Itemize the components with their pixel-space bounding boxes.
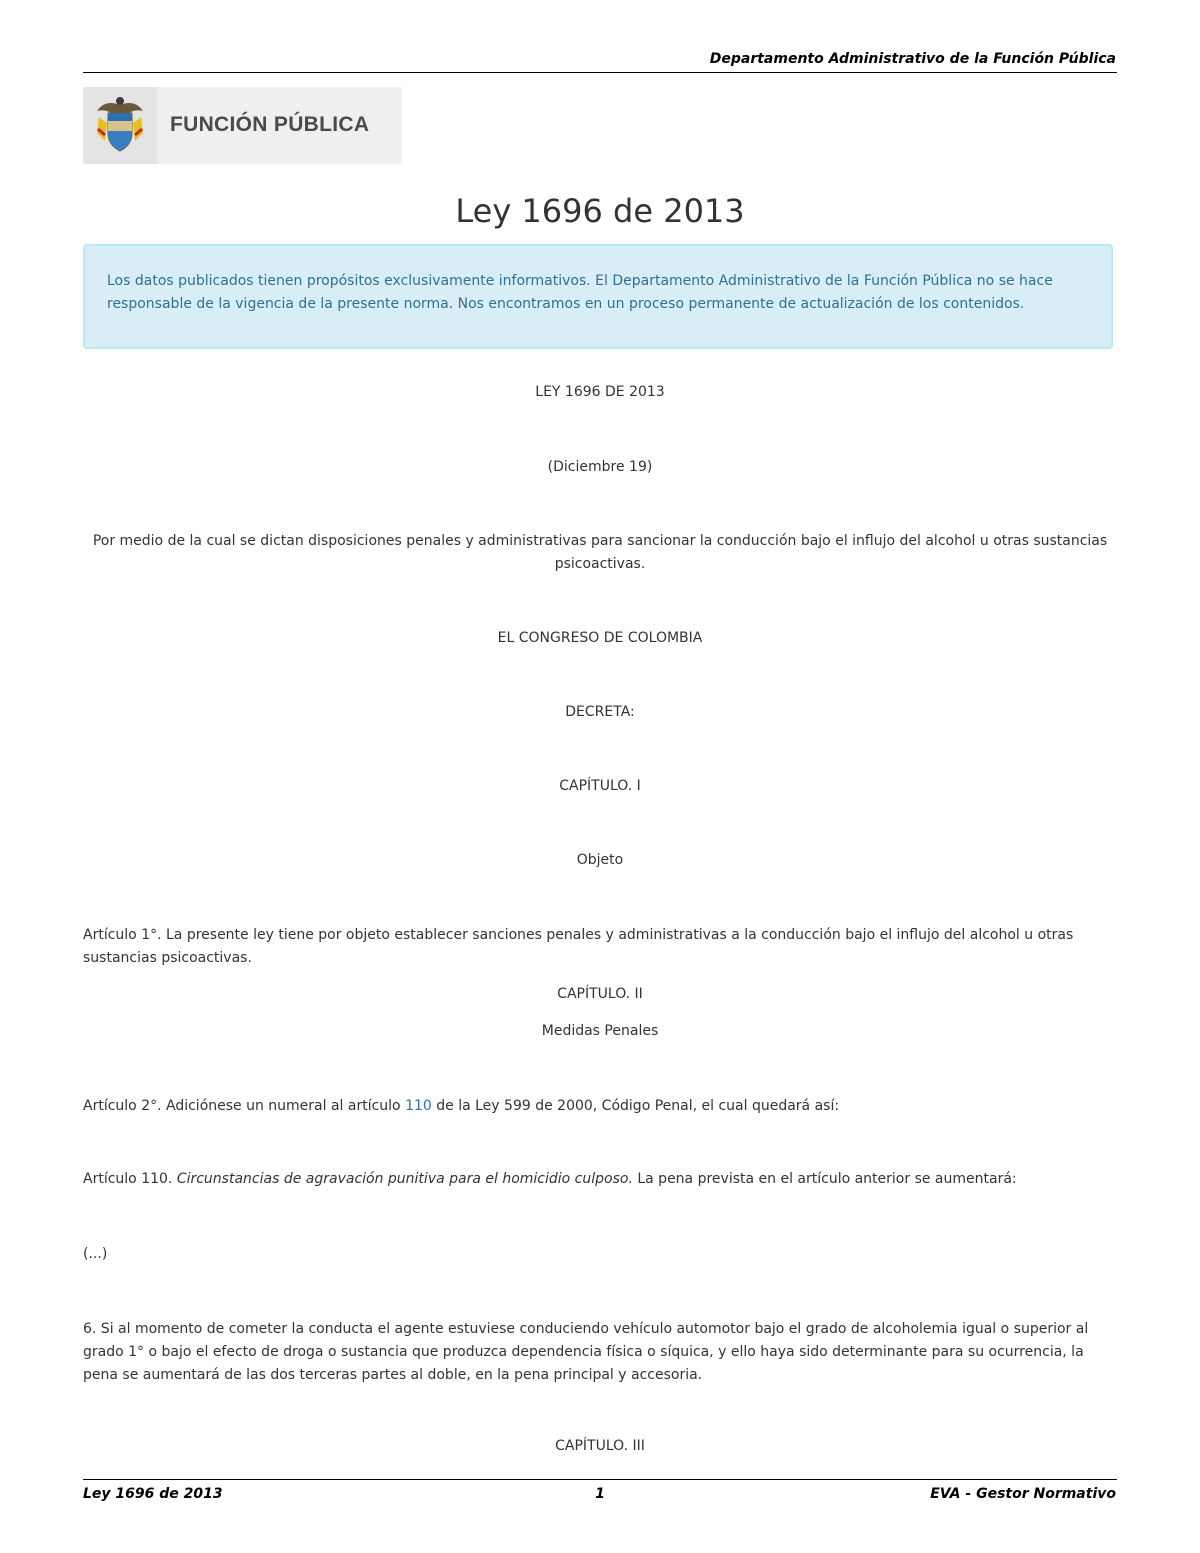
logo-text: FUNCIÓN PÚBLICA <box>170 113 370 136</box>
article-110 <box>83 1168 1117 1191</box>
footer-system-name: EVA - Gestor Normativo <box>930 1486 1116 1502</box>
info-notice <box>83 244 1113 349</box>
chapter-1-title: Objeto <box>576 852 624 868</box>
chapter-1-heading: CAPÍTULO. I <box>559 778 641 794</box>
law-heading: LEY 1696 DE 2013 <box>535 384 665 400</box>
law-summary: Por medio de la cual se dictan disposiciones penales y administrativas para sancionar la conducción bajo el influjo del alcohol u otras sustancias psicoactivas. <box>92 533 1108 572</box>
notice-text: Los datos publicados tienen propósitos exclusivamente informativos. El Departamento Administrativo de la Función Pública no se hace responsable de la vigencia de la presente norma. Nos encontramos en un proceso permanente de actualización de los contenidos. <box>107 273 1053 312</box>
coat-of-arms-icon <box>83 87 157 164</box>
numeral-6: 6. Si al momento de cometer la conducta el agente estuviese conduciendo vehículo automotor bajo el grado de alcoholemia igual o superior al grado 1° o bajo el efecto de droga o sustancia que produzca dependencia física o síquica, y ello haya sido determinante para su ocurrencia, la pena se aumentará de las dos terceras partes al doble, en la pena principal y accesoria. <box>83 1321 1089 1383</box>
header-divider <box>83 72 1117 73</box>
header-agency: Departamento Administrativo de la Función Pública <box>709 51 1116 67</box>
chapter-3-heading: CAPÍTULO. III <box>555 1438 645 1454</box>
article-2 <box>83 1095 1117 1118</box>
article-2-text-end: de la Ley 599 de 2000, Código Penal, el cual quedará así: <box>431 1098 840 1114</box>
congress-heading: EL CONGRESO DE COLOMBIA <box>497 630 703 646</box>
article-110-text: La pena prevista en el artículo anterior se aumentará: <box>632 1171 1017 1187</box>
footer-law-title: Ley 1696 de 2013 <box>83 1486 223 1502</box>
law-date: (Diciembre 19) <box>547 459 653 475</box>
article-110-link[interactable]: 110 <box>405 1098 432 1114</box>
footer-page-number: 1 <box>595 1486 605 1502</box>
article-110-number: Artículo 110. <box>83 1171 177 1187</box>
article-110-heading: Circunstancias de agravación punitiva para el homicidio culposo. <box>176 1171 633 1187</box>
article-2-text-start: Artículo 2°. Adiciónese un numeral al artículo <box>83 1098 406 1114</box>
chapter-2-heading: CAPÍTULO. II <box>557 986 643 1002</box>
ellipsis-text: (...) <box>83 1246 108 1262</box>
footer-divider <box>83 1479 1117 1480</box>
funcion-publica-logo <box>83 87 402 164</box>
chapter-2-title: Medidas Penales <box>541 1023 659 1039</box>
article-1: Artículo 1°. La presente ley tiene por objeto establecer sanciones penales y administrativas a la conducción bajo el influjo del alcohol u otras sustancias psicoactivas. <box>83 927 1074 966</box>
decreta-heading: DECRETA: <box>565 704 635 720</box>
document-title: Ley 1696 de 2013 <box>455 192 745 230</box>
